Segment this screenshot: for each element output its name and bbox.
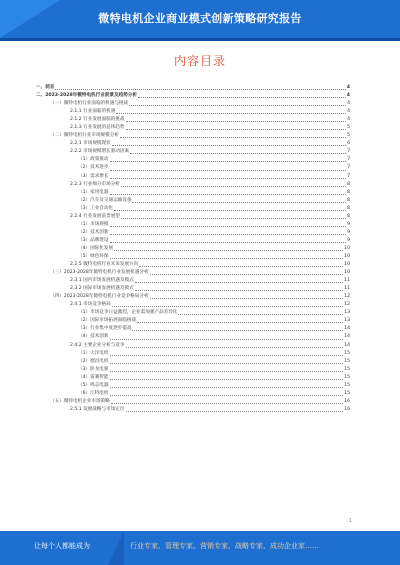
toc-leader-dots [121,218,346,219]
toc-entry-title: 2.1.2 行业发展面临的挑战 [70,117,125,123]
toc-entry-page: 8 [347,213,350,219]
footer-slogan-left: 让每个人都能成为 [34,542,90,550]
toc-entry[interactable] [36,197,350,205]
toc-leader-dots [137,322,343,323]
toc-entry[interactable] [36,390,350,398]
toc-entry-title: 2.2.2 市场规模增长驱动因素 [70,149,130,155]
toc-entry-title: （2）技术创新 [78,229,109,235]
toc-entry-page: 5 [347,125,350,131]
footer-slogan-right: 行业专家、管理专家、营销专家、战略专家、成功企业家…… [130,542,319,550]
toc-leader-dots [110,379,344,380]
toc-entry-page: 12 [344,294,350,300]
toc-leader-dots [114,250,343,251]
toc-leader-dots [121,186,346,187]
toc-entry-page: 8 [347,205,350,211]
toc-entry-page: 8 [347,197,350,203]
toc-entry-page: 12 [344,302,350,308]
toc-entry-title: （1）家用电器 [78,189,109,195]
toc-leader-dots [132,330,343,331]
table-of-contents [36,84,350,414]
toc-entry-page: 9 [347,221,350,227]
toc-leader-dots [138,97,346,98]
toc-entry-page: 7 [347,157,350,163]
toc-entry[interactable] [36,285,350,293]
toc-entry-page: 15 [344,374,350,380]
toc-leader-dots [178,314,343,315]
toc-leader-dots [110,242,347,243]
toc-entry-page: 7 [347,165,350,171]
toc-leader-dots [110,178,347,179]
toc-leader-dots [55,89,345,90]
toc-entry-page: 7 [347,173,350,179]
toc-entry-page: 15 [344,358,350,364]
toc-entry-page: 11 [344,286,350,292]
toc-entry[interactable] [36,205,350,213]
toc-entry[interactable] [36,213,350,221]
toc-entry-page: 14 [344,334,350,340]
toc-entry[interactable] [36,317,350,325]
toc-entry-title: （2）国际市场拓展面临挑战 [78,318,137,324]
toc-entry-page: 14 [344,326,350,332]
toc-entry-title: （1）市场规模 [78,221,109,227]
toc-entry-title: 2.3.2 国际市场发展机遇及模式 [70,286,134,292]
toc-entry-title: （一）微特电机行业面临的机遇与挑战 [50,101,129,107]
toc-entry-page: 4 [346,85,350,90]
toc-entry-page: 15 [344,390,350,396]
toc-leader-dots [110,339,344,340]
toc-leader-dots [139,266,343,267]
toc-leader-dots [150,274,344,275]
toc-entry-title: 2.2.1 市场规模现状 [70,141,111,147]
toc-entry-title: （3）工业自动化 [78,205,114,211]
toc-leader-dots [110,258,344,259]
toc-entry[interactable] [36,108,350,116]
toc-leader-dots [114,210,346,211]
toc-entry[interactable] [36,293,350,301]
toc-entry-page: 15 [344,350,350,356]
toc-entry-title: （4）国际化发展 [78,245,114,251]
toc-entry[interactable] [36,406,350,414]
toc-entry-title: 2.3.1 国内市场发展机遇及模式 [70,278,134,284]
toc-leader-dots [110,387,344,388]
toc-entry-page: 4 [347,117,350,123]
toc-entry-title: （6）江特电机 [78,390,109,396]
toc-entry-page: 4 [347,101,350,107]
toc-entry[interactable] [36,374,350,382]
toc-entry-title: 2.4.1 市场竞争格局 [70,302,111,308]
toc-entry-title: 2.2.5 微特电机行业未来发展方向 [70,262,139,268]
toc-entry[interactable] [36,398,350,406]
toc-leader-dots [135,290,343,291]
toc-entry[interactable] [36,84,350,92]
toc-entry[interactable] [36,382,350,390]
toc-entry-page: 15 [344,366,350,372]
toc-entry[interactable] [36,229,350,237]
toc-entry[interactable] [36,269,350,277]
toc-entry[interactable] [36,140,350,148]
toc-entry[interactable] [36,156,350,164]
toc-entry[interactable] [36,350,350,358]
toc-heading: 内容目录 [173,54,226,68]
toc-leader-dots [130,153,346,154]
toc-entry[interactable] [36,309,350,317]
toc-entry-page: 8 [347,181,350,187]
toc-entry-page: 16 [344,406,350,412]
toc-entry-page: 7 [347,149,350,155]
toc-entry-title: （二）微特电机行业市场规模分析 [50,133,119,139]
toc-entry-title: 2.1.3 行业发展的总体趋势 [70,125,125,131]
toc-entry[interactable] [36,116,350,124]
toc-entry[interactable] [36,132,350,140]
toc-leader-dots [129,105,346,106]
toc-leader-dots [116,113,346,114]
toc-entry-title: （五）微特电机企业市场策略 [50,398,110,404]
footer-decoration [108,531,124,565]
toc-leader-dots [110,161,347,162]
toc-entry-page: 5 [347,133,350,139]
toc-entry-page: 9 [347,237,350,243]
toc-leader-dots [110,194,347,195]
toc-entry[interactable] [36,100,350,108]
toc-leader-dots [110,395,344,396]
toc-leader-dots [110,234,347,235]
report-title: 微特电机企业商业模式创新策略研究报告 [98,12,302,25]
toc-entry-page: 10 [344,270,350,276]
toc-leader-dots [110,363,344,364]
toc-entry[interactable] [36,173,350,181]
toc-entry-title: 二、2023-2028年微特电机行业前景及趋势分析 [36,93,137,99]
toc-entry-title: 2.1.1 行业面临的机遇 [70,109,116,115]
toc-entry[interactable] [36,333,350,341]
toc-entry-title: （2）德昌电机 [78,358,109,364]
page-marker: 1 [348,518,352,524]
toc-leader-dots [132,202,346,203]
toc-entry-title: （1）市场竞争日益激烈，企业需加强产品差异化 [78,310,178,316]
toc-entry-title: （2）技术进步 [78,165,109,171]
toc-entry[interactable] [36,277,350,285]
toc-entry-page: 4 [347,109,350,115]
toc-entry-title: （1）政策推动 [78,157,109,163]
toc-entry-title: （三）2023-2028年微特电机行业发展机遇分析 [50,270,149,276]
toc-leader-dots [126,347,344,348]
toc-entry-page: 14 [344,342,350,348]
toc-entry-title: （3）品牌建设 [78,237,109,243]
toc-entry-page: 8 [347,189,350,195]
toc-leader-dots [110,226,347,227]
toc-leader-dots [112,145,346,146]
toc-entry[interactable] [36,342,350,350]
toc-leader-dots [110,170,347,171]
toc-entry[interactable] [36,253,350,261]
toc-entry-title: （3）行业集中度逐步提高 [78,326,132,332]
toc-leader-dots [126,121,347,122]
header-stripe [0,38,400,41]
toc-entry-title: （5）鸣志电器 [78,382,109,388]
toc-entry[interactable] [36,181,350,189]
toc-entry-title: （3）卧龙电驱 [78,366,109,372]
toc-entry-title: （四）2023-2028年微特电机行业竞争格局分析 [50,294,149,300]
toc-leader-dots [126,129,347,130]
toc-entry-title: （2）汽车及交通运输设备 [78,197,132,203]
toc-entry[interactable] [36,301,350,309]
toc-entry-page: 6 [347,141,350,147]
toc-entry[interactable] [36,92,350,100]
toc-entry-page: 10 [344,253,350,259]
toc-entry[interactable] [36,189,350,197]
toc-entry-title: （4）雷赛智能 [78,374,109,380]
toc-entry-page: 10 [344,262,350,268]
toc-entry[interactable] [36,325,350,333]
toc-entry-page: 10 [344,245,350,251]
toc-entry-page: 13 [344,310,350,316]
toc-leader-dots [150,298,344,299]
toc-entry[interactable] [36,358,350,366]
toc-entry-title: （3）需求增长 [78,173,109,179]
toc-leader-dots [135,282,343,283]
toc-leader-dots [111,403,343,404]
toc-leader-dots [126,411,344,412]
toc-leader-dots [110,355,344,356]
toc-entry-page: 11 [344,278,350,284]
toc-entry-title: 一、前言 [36,85,55,90]
toc-leader-dots [112,306,343,307]
toc-entry-title: （5）绿色环保 [78,253,109,259]
toc-entry-page: 13 [344,318,350,324]
toc-entry-page: 16 [344,398,350,404]
toc-entry-page: 4 [346,93,350,99]
toc-entry-page: 15 [344,382,350,388]
toc-entry-title: 2.4.2 主要企业分析与竞争 [70,342,125,348]
toc-entry-title: （1）大洋电机 [78,350,109,356]
toc-entry[interactable] [36,221,350,229]
toc-entry-title: （4）技术创新 [78,334,109,340]
toc-entry-title: 2.5.1 发展战略与市场定位 [70,406,125,412]
toc-entry[interactable] [36,366,350,374]
toc-leader-dots [120,137,346,138]
toc-entry-title: 2.2.4 行业发展前景展望 [70,213,120,219]
toc-entry-title: 2.2.3 行业细分市场分析 [70,181,120,187]
toc-entry[interactable] [36,261,350,269]
toc-entry[interactable] [36,237,350,245]
toc-leader-dots [110,371,344,372]
toc-entry[interactable] [36,164,350,172]
toc-entry[interactable] [36,148,350,156]
toc-entry-page: 9 [347,229,350,235]
toc-entry[interactable] [36,124,350,132]
toc-entry[interactable] [36,245,350,253]
